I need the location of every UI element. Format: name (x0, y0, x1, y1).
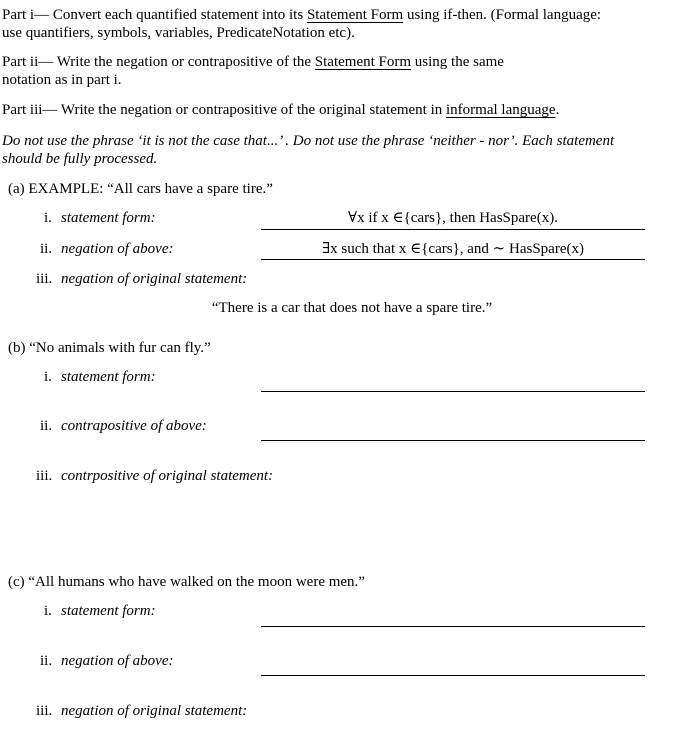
part-iii-suffix: . (555, 102, 560, 118)
part-iii-prefix: Part iii— Write the negation or contrapositive of the original statement in (2, 102, 447, 118)
problem-b-i-answer-line[interactable] (261, 391, 645, 392)
problem-a-title: (a) EXAMPLE: “All cars have a spare tire.” (8, 181, 273, 197)
problem-c-ii-label: ii. (40, 653, 53, 669)
problem-a-ii-prompt: negation of above: (61, 241, 174, 257)
problem-c-title: (c) “All humans who have walked on the moon were men.” (8, 574, 365, 590)
part-ii-instruction-line2: notation as in part i. (2, 72, 122, 88)
problem-b-i-label: i. (44, 369, 52, 385)
problem-a-iii-answer: “There is a car that does not have a spare tire.” (211, 300, 493, 316)
informal-language-term: informal language (446, 102, 556, 118)
problem-a-iii-prompt: negation of original statement: (61, 271, 248, 287)
part-ii-prefix: Part ii— Write the negation or contrapositive of the (2, 54, 315, 70)
problem-c-ii-prompt: negation of above: (61, 653, 174, 669)
note-line2: should be fully processed. (2, 151, 158, 167)
part-i-suffix: using if-then. (Formal language: (403, 7, 602, 23)
problem-b-iii-label: iii. (36, 468, 53, 484)
problem-a-ii-answer-line (261, 259, 645, 260)
part-i-instruction-line1 (2, 6, 601, 24)
problem-a-i-answer-line (261, 229, 645, 230)
problem-b-ii-prompt: contrapositive of above: (61, 418, 207, 434)
problem-c-iii-prompt: negation of original statement: (61, 703, 248, 719)
problem-c-iii-label: iii. (36, 703, 53, 719)
problem-a-ii-label: ii. (40, 241, 53, 257)
problem-b-title: (b) “No animals with fur can fly.” (8, 340, 211, 356)
problem-b-ii-answer-line[interactable] (261, 440, 645, 441)
problem-c-i-prompt: statement form: (61, 603, 156, 619)
problem-a-i-prompt: statement form: (61, 210, 156, 226)
note-line1: Do not use the phrase ‘it is not the case that...’ . Do not use the phrase ‘neither - nor’. Each statement (2, 133, 615, 149)
statement-form-term: Statement Form (314, 54, 412, 70)
problem-b-i-prompt: statement form: (61, 369, 156, 385)
part-ii-suffix: using the same (411, 54, 504, 70)
part-i-instruction-line2: use quantifiers, symbols, variables, PredicateNotation etc). (2, 25, 355, 41)
problem-b-iii-prompt: contrpositive of original statement: (61, 468, 274, 484)
problem-a-iii-label: iii. (36, 271, 53, 287)
problem-a-i-answer: ∀x if x ∈{cars}, then HasSpare(x). (348, 210, 558, 226)
part-i-prefix: Part i— Convert each quantified statement into its (2, 7, 307, 23)
problem-b-ii-label: ii. (40, 418, 53, 434)
problem-c-i-label: i. (44, 603, 52, 619)
part-iii-instruction (2, 101, 559, 119)
problem-a-i-label: i. (44, 210, 52, 226)
problem-a-ii-answer: ∃x such that x ∈{cars}, and ∼ HasSpare(x) (322, 241, 584, 257)
statement-form-term: Statement Form (306, 7, 404, 23)
part-ii-instruction-line1 (2, 53, 504, 71)
problem-c-i-answer-line[interactable] (261, 626, 645, 627)
problem-c-ii-answer-line[interactable] (261, 675, 645, 676)
